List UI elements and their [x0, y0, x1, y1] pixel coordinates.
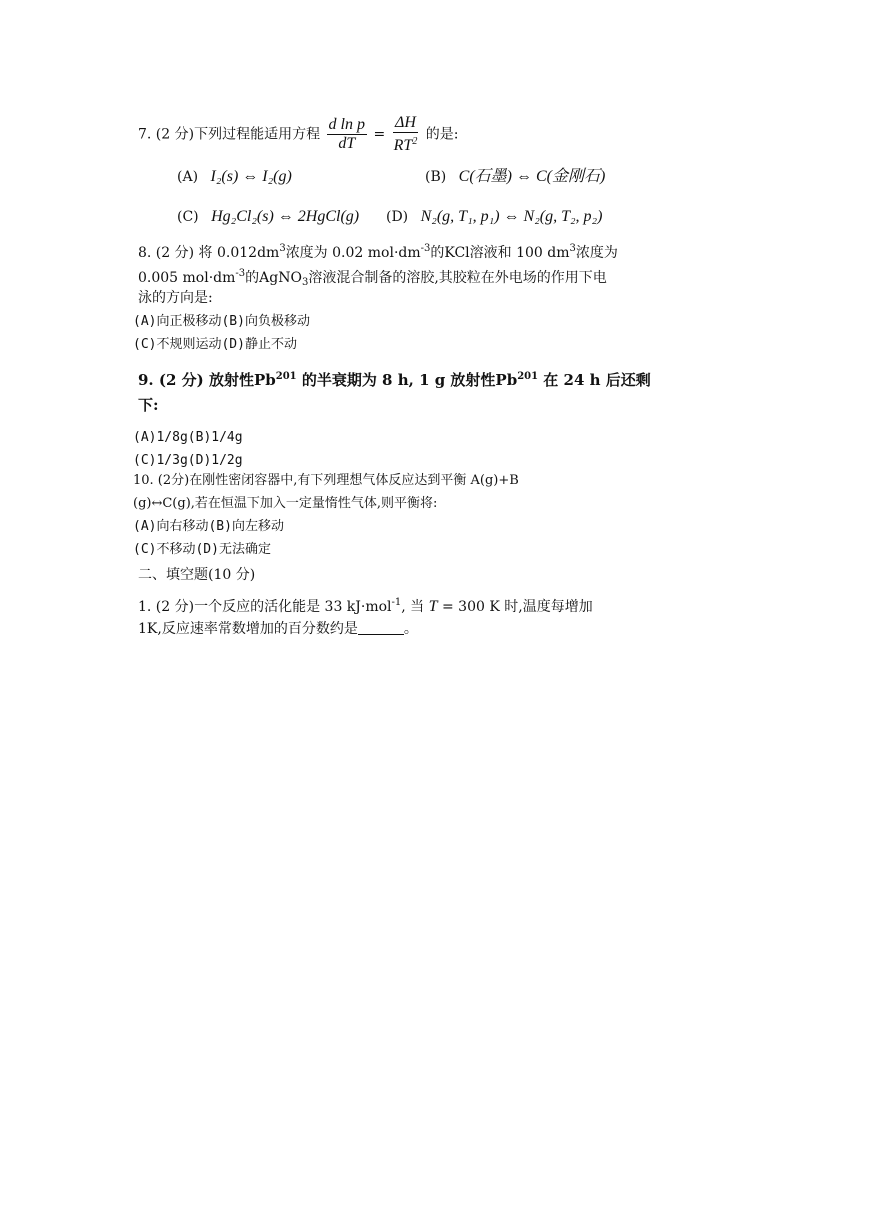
f1-line-1 [138, 593, 593, 617]
q7-tail: 的是: [425, 126, 459, 143]
q9-line1-b: 的半衰期为 8 h, 1 g 放射性Pb [296, 371, 518, 389]
q7-frac2-exponent: 2 [412, 136, 418, 147]
f1-line-2 [138, 619, 418, 639]
q8-line2-a: 0.005 mol·dm [138, 270, 236, 286]
q7-option-d [386, 207, 602, 227]
f1-sup: -1 [391, 597, 402, 608]
q8-line1-c: 的KCl溶液和 100 dm [430, 245, 570, 261]
q9-options-ab: (A)1/8g(B)1/4g [133, 430, 243, 445]
q8-line2-sup: -3 [235, 268, 246, 279]
q7-option-a-label: (A) [177, 169, 199, 185]
q8-line2-sub: 3 [301, 277, 309, 288]
q7-option-a-expr: I₂(s) ⇔ I₂(g) [210, 168, 292, 185]
q7-frac2-denominator: $RT^2$ [393, 136, 418, 154]
q8-line2-b: 的AgNO [245, 270, 302, 286]
q10-options-ab: (A)向右移动(B)向左移动 [133, 519, 284, 534]
q7-option-d-label: (D) [386, 209, 409, 225]
q9-line1-c: 在 24 h 后还剩 [538, 371, 651, 389]
q7-option-c-expr: Hg₂Cl₂(s) ⇔ 2HgCl(g) [211, 208, 360, 225]
q7-frac2-numerator: ΔH [395, 114, 416, 131]
q7-option-a [177, 167, 292, 187]
q7-option-b-expr: C(石墨) ⇔ C(金刚石) [458, 168, 606, 185]
q7-option-b [425, 167, 605, 187]
q7-frac-denominator: dT [338, 135, 356, 152]
q7-equals: = [373, 126, 386, 143]
f1-answer-blank[interactable] [358, 620, 404, 635]
f1-line2-a: 1K,反应速率常数增加的百分数约是 [138, 621, 358, 637]
q8-sup-2: -3 [420, 243, 431, 254]
q7-frac-numerator: d ln p [328, 116, 365, 133]
f1-line2-b: 。 [403, 621, 418, 637]
q9-options-cd: (C)1/3g(D)1/2g [133, 453, 243, 468]
q8-line-3: 泳的方向是: [138, 290, 213, 306]
q10-line-1: 10. (2分)在刚性密闭容器中,有下列理想气体反应达到平衡 A(g)+B [133, 473, 519, 488]
section-2-title: 二、填空题(10 分) [138, 567, 256, 583]
q9-line-2: 下: [138, 396, 159, 414]
q10-line-2: (g)↔C(g),若在恒温下加入一定量惰性气体,则平衡将: [133, 496, 438, 511]
f1-line1-b: , 当 [401, 599, 429, 615]
q8-line1-d: 浓度为 [575, 245, 618, 261]
f1-line1-a: 1. (2 分)一个反应的活化能是 33 kJ·mol [138, 599, 392, 615]
q8-line-1 [138, 239, 618, 263]
q9-sup-1: 201 [275, 371, 297, 382]
q7-option-b-label: (B) [425, 169, 447, 185]
q9-line-1 [138, 367, 651, 390]
q7-option-c-label: (C) [177, 209, 199, 225]
f1-line1-c: = 300 K 时,温度每增加 [437, 599, 593, 615]
q8-line1-a: 8. (2 分) 将 0.012dm [138, 245, 280, 261]
q8-line1-b: 浓度为 0.02 mol·dm [285, 245, 421, 261]
q8-options-cd: (C)不规则运动(D)静止不动 [133, 337, 297, 352]
f1-temperature-symbol: T [428, 598, 438, 615]
q8-sup-3: 3 [569, 243, 576, 254]
q9-sup-2: 201 [517, 371, 539, 382]
q10-options-cd: (C)不移动(D)无法确定 [133, 542, 271, 557]
q8-line2-c: 溶液混合制备的溶胶,其胶粒在外电场的作用下电 [308, 270, 607, 286]
q7-stem-line [138, 114, 458, 155]
q8-sup-1: 3 [279, 243, 286, 254]
q8-options-ab: (A)向正极移动(B)向负极移动 [133, 314, 310, 329]
q7-fraction-dh-rt2 [392, 114, 420, 155]
q7-stem: 7. (2 分)下列过程能适用方程 [138, 126, 321, 143]
q7-option-c [177, 207, 359, 227]
q9-line1-a: 9. (2 分) 放射性Pb [138, 371, 276, 389]
q7-fraction-dlnp-dt [327, 116, 367, 153]
q7-option-d-expr: N₂(g, T₁, p₁) ⇔ N₂(g, T₂, p₂) [420, 208, 603, 225]
